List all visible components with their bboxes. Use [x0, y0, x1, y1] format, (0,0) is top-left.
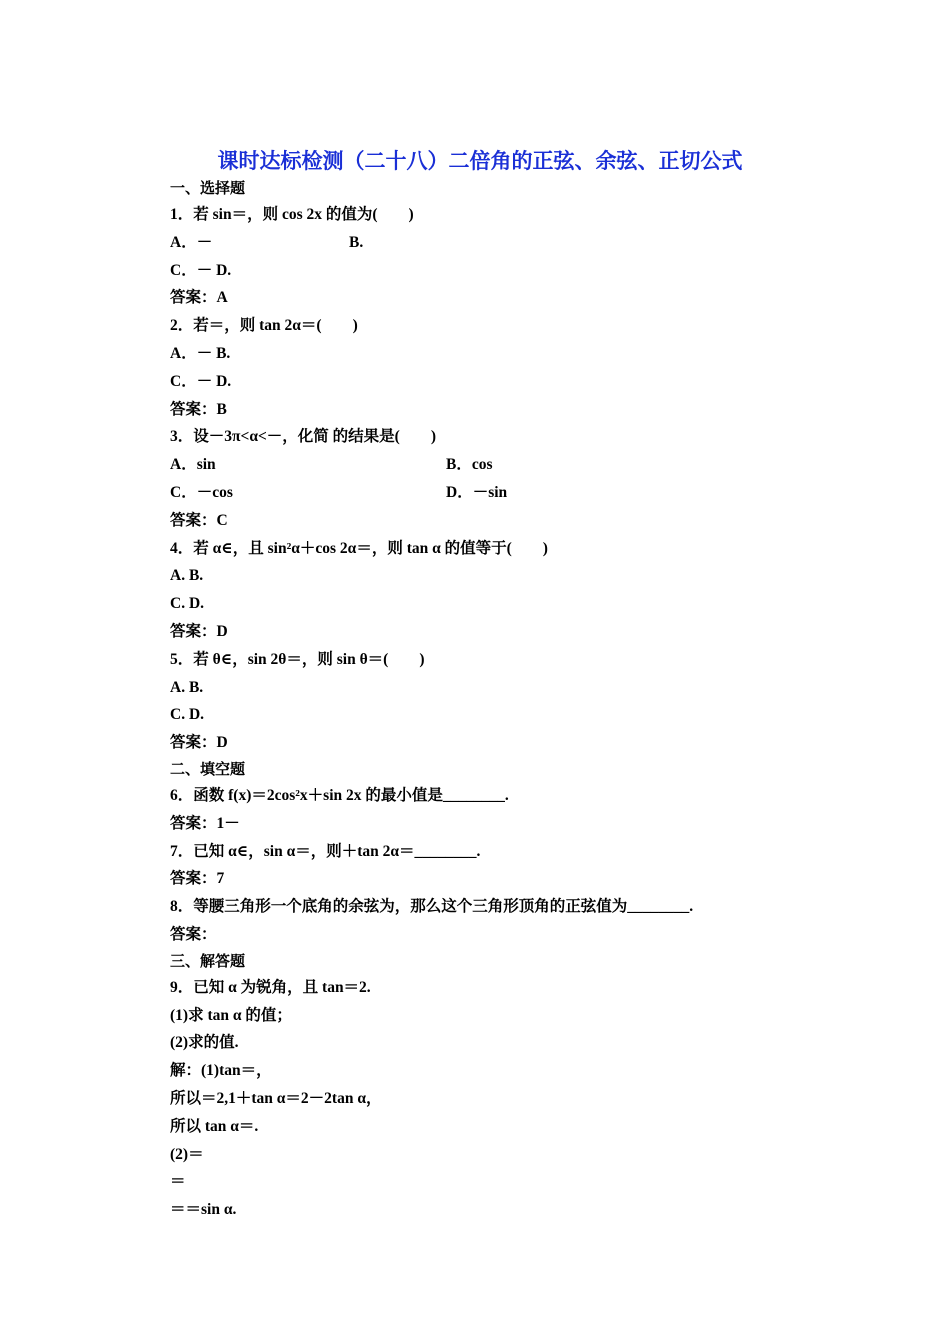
q1-options-cd: C．－ D. — [170, 261, 232, 279]
section-heading-fill: 二、填空题 — [170, 759, 246, 778]
q4-stem: 4．若 α∈，且 sin²α＋cos 2α＝，则 tan α 的值等于( ) — [170, 539, 548, 557]
q3-option-d: D．－sin — [446, 483, 508, 501]
q9-part2: (2)求的值. — [170, 1034, 239, 1052]
q3-options-cd — [170, 479, 790, 507]
q9-solution-line4: (2)＝ — [170, 1145, 204, 1163]
q5-stem: 5．若 θ∈，sin 2θ＝，则 sin θ＝( ) — [170, 650, 425, 668]
q8-stem: 8．等腰三角形一个底角的余弦为，那么这个三角形顶角的正弦值为________. — [170, 898, 694, 916]
q5-answer: 答案：D — [170, 734, 228, 752]
q1-stem: 1．若 sin＝，则 cos 2x 的值为( ) — [170, 206, 414, 223]
q3-answer: 答案：C — [170, 511, 228, 529]
q4-answer: 答案：D — [170, 622, 228, 640]
q5-options-cd: C. D. — [170, 706, 205, 724]
q2-stem: 2．若＝，则 tan 2α＝( ) — [170, 317, 358, 335]
q1-option-a: A．－ — [170, 233, 213, 251]
q3-option-c: C．－cos — [170, 483, 233, 501]
q3-option-a: A．sin — [170, 456, 216, 474]
q7-stem: 7．已知 α∈，sin α＝，则＋tan 2α＝________. — [170, 842, 481, 860]
q1-answer: 答案：A — [170, 289, 228, 307]
q1-option-b: B. — [349, 233, 364, 251]
q3-option-b: B．cos — [446, 456, 493, 474]
q9-solution-line1: 解：(1)tan＝， — [170, 1062, 272, 1080]
q9-solution-line6: ＝＝sin α. — [170, 1201, 237, 1219]
page-title: 课时达标检测（二十八）二倍角的正弦、余弦、正切公式 — [217, 149, 743, 173]
q9-part1: (1)求 tan α 的值； — [170, 1006, 292, 1024]
q2-answer: 答案：B — [170, 400, 227, 418]
q7-answer: 答案：7 — [170, 870, 225, 888]
q9-solution-line2: 所以＝2,1＋tan α＝2－2tan α， — [170, 1089, 382, 1107]
section-heading-solve: 三、解答题 — [170, 951, 246, 970]
q5-options-ab: A. B. — [170, 678, 204, 696]
q9-solution-line3: 所以 tan α＝. — [170, 1117, 259, 1135]
q4-options-cd: C. D. — [170, 595, 205, 613]
q9-stem: 9．已知 α 为锐角，且 tan＝2. — [170, 978, 371, 996]
q4-options-ab: A. B. — [170, 567, 204, 585]
document-page — [170, 146, 790, 1224]
q2-options-cd: C．－ D. — [170, 372, 232, 390]
q3-stem: 3．设－3π<α<－，化简 的结果是( ) — [170, 428, 437, 446]
q6-answer: 答案：1－ — [170, 814, 240, 832]
section-heading-choice: 一、选择题 — [170, 179, 246, 197]
q6-stem: 6．函数 f(x)＝2cos²x＋sin 2x 的最小值是________. — [170, 786, 509, 804]
q9-solution-line5: ＝ — [170, 1173, 186, 1191]
q8-answer: 答案： — [170, 925, 217, 943]
q1-options-ab — [170, 229, 790, 257]
q2-options-ab: A．－ B. — [170, 344, 231, 362]
q3-options-ab — [170, 451, 790, 479]
